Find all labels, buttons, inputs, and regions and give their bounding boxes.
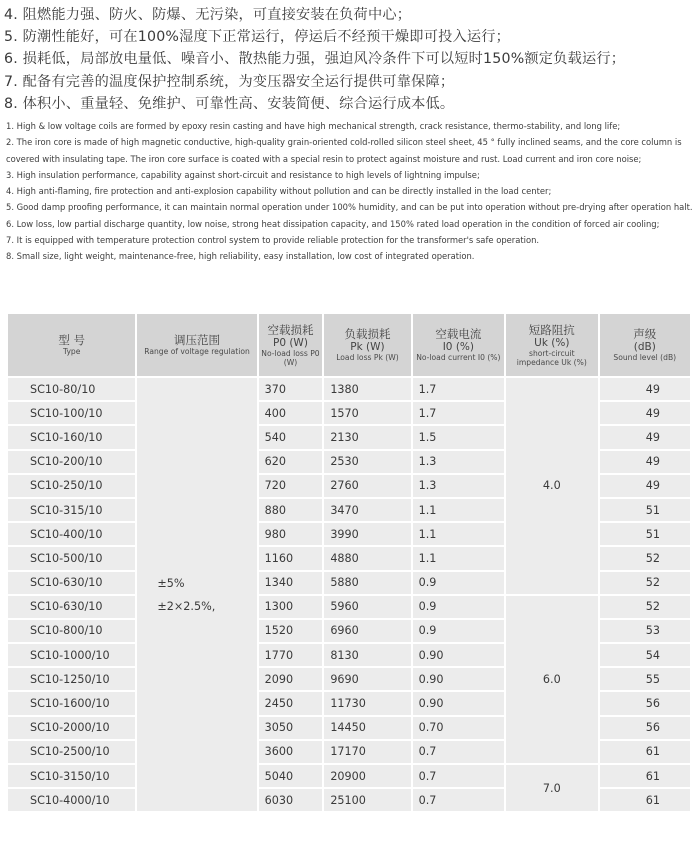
feature-en-item: 5. Good damp proofing performance, it can maintain normal operation under 100% humidity, and can be put into operation without pre-drying after operation halt.: [6, 202, 693, 213]
cell-p0: 1520: [259, 620, 323, 642]
cell-p0: 720: [259, 475, 323, 497]
cell-i0: 1.7: [413, 402, 504, 424]
cell-i0: 1.1: [413, 499, 504, 521]
feature-cn-item: 8. 体积小、重量轻、免维护、可靠性高、安装简便、综合运行成本低。: [4, 95, 455, 112]
cell-pk: 20900: [324, 765, 410, 787]
table-row: [8, 765, 690, 787]
cell-impedance: 7.0: [506, 765, 597, 811]
cell-pk: 25100: [324, 789, 410, 811]
cell-i0: 1.7: [413, 378, 504, 400]
feature-cn-item: 4. 阻燃能力强、防火、防爆、无污染，可直接安装在负荷中心；: [4, 7, 412, 23]
cell-type: SC10-2000/10: [8, 717, 135, 739]
cell-sound: 49: [600, 402, 690, 424]
table-row: [8, 596, 690, 618]
cell-i0: 1.1: [413, 547, 504, 569]
cell-i0: 0.90: [413, 692, 504, 714]
table-header-row: [8, 314, 690, 376]
cell-p0: 620: [259, 451, 323, 473]
cell-pk: 8130: [324, 644, 410, 666]
cell-sound: 52: [600, 547, 690, 569]
feature-en-item: 6. Low loss, low partial discharge quantity, low noise, strong heat dissipation capacity, and 150% rated load operation in the condition of forced air cooling;: [6, 218, 660, 229]
feature-cn-item: 5. 防潮性能好，可在100%湿度下正常运行，停运后不经预干燥即可投入运行；: [4, 29, 511, 46]
table-body: [8, 378, 690, 811]
cell-p0: 540: [259, 426, 323, 448]
cell-pk: 5880: [324, 572, 410, 594]
cell-type: SC10-200/10: [8, 451, 135, 473]
cell-sound: 61: [600, 765, 690, 787]
cell-i0: 0.7: [413, 789, 504, 811]
header-i0: 空载电流 I0 (%) No-load current I0 (%): [413, 314, 504, 376]
cell-type: SC10-250/10: [8, 475, 135, 497]
header-p0: 空载损耗 P0 (W) No-load loss P0 (W): [259, 314, 323, 376]
cell-type: SC10-1000/10: [8, 644, 135, 666]
feature-en-item: 3. High insulation performance, capability against short-circuit and resistance to high levels of lightning impulse;: [6, 169, 480, 180]
header-type: 型 号 Type: [8, 314, 135, 376]
cell-pk: 3990: [324, 523, 410, 545]
header-pk: 负载损耗 Pk (W) Load loss Pk (W): [324, 314, 410, 376]
cell-i0: 0.7: [413, 765, 504, 787]
feature-en-item: 7. It is equipped with temperature protection control system to provide reliable protection for the transformer's safe operation.: [6, 235, 540, 246]
cell-type: SC10-630/10: [8, 596, 135, 618]
cell-type: SC10-160/10: [8, 426, 135, 448]
cell-pk: 1570: [324, 402, 410, 424]
cell-pk: 5960: [324, 596, 410, 618]
cell-p0: 1770: [259, 644, 323, 666]
cell-pk: 6960: [324, 620, 410, 642]
cell-sound: 52: [600, 596, 690, 618]
cell-p0: 1160: [259, 547, 323, 569]
cell-pk: 2530: [324, 451, 410, 473]
cell-sound: 53: [600, 620, 690, 642]
cell-pk: 4880: [324, 547, 410, 569]
cell-sound: 51: [600, 523, 690, 545]
cell-pk: 2130: [324, 426, 410, 448]
cell-type: SC10-800/10: [8, 620, 135, 642]
cell-i0: 0.90: [413, 644, 504, 666]
cell-i0: 1.3: [413, 451, 504, 473]
cell-i0: 1.1: [413, 523, 504, 545]
cell-pk: 1380: [324, 378, 410, 400]
cell-i0: 1.5: [413, 426, 504, 448]
feature-en-item: 8. Small size, light weight, maintenance-free, high reliability, easy installation, low cost of integrated operation.: [6, 251, 475, 262]
cell-i0: 1.3: [413, 475, 504, 497]
cell-sound: 61: [600, 789, 690, 811]
cell-pk: 9690: [324, 668, 410, 690]
cell-pk: 17170: [324, 741, 410, 763]
table-row: [8, 378, 690, 400]
cell-pk: 14450: [324, 717, 410, 739]
cell-p0: 1340: [259, 572, 323, 594]
features-cn-list: [4, 4, 698, 115]
feature-en-item: 1. High & low voltage coils are formed by epoxy resin casting and have high mechanical strength, crack resistance, thermo-stability, and long life;: [6, 121, 621, 131]
cell-sound: 49: [600, 426, 690, 448]
cell-p0: 2090: [259, 668, 323, 690]
feature-cn-item: 7. 配备有完善的温度保护控制系统，为变压器安全运行提供可靠保障；: [4, 73, 455, 90]
cell-impedance: 4.0: [506, 378, 597, 594]
cell-type: SC10-100/10: [8, 402, 135, 424]
cell-sound: 49: [600, 475, 690, 497]
cell-p0: 3050: [259, 717, 323, 739]
cell-pk: 2760: [324, 475, 410, 497]
cell-i0: 0.9: [413, 620, 504, 642]
cell-p0: 370: [259, 378, 323, 400]
cell-type: SC10-2500/10: [8, 741, 135, 763]
cell-p0: 2450: [259, 692, 323, 714]
cell-i0: 0.90: [413, 668, 504, 690]
cell-type: SC10-500/10: [8, 547, 135, 569]
cell-type: SC10-80/10: [8, 378, 135, 400]
header-sound: 声级 (dB) Sound level (dB): [600, 314, 690, 376]
cell-type: SC10-315/10: [8, 499, 135, 521]
cell-type: SC10-1600/10: [8, 692, 135, 714]
cell-p0: 5040: [259, 765, 323, 787]
cell-impedance: 6.0: [506, 596, 597, 763]
cell-type: SC10-1250/10: [8, 668, 135, 690]
feature-cn-item: 6. 损耗低，局部放电量低、噪音小、散热能力强，强迫风冷条件下可以短时150%额定负载运行；: [4, 51, 626, 68]
spec-table: [6, 312, 692, 813]
cell-i0: 0.9: [413, 572, 504, 594]
cell-sound: 51: [600, 499, 690, 521]
cell-type: SC10-630/10: [8, 572, 135, 594]
cell-sound: 49: [600, 378, 690, 400]
range-value: ±5% ±2×2.5%,: [157, 576, 216, 613]
cell-i0: 0.7: [413, 741, 504, 763]
cell-type: SC10-3150/10: [8, 765, 135, 787]
header-range: 调压范围 Range of voltage regulation: [137, 314, 256, 376]
cell-pk: 3470: [324, 499, 410, 521]
cell-p0: 6030: [259, 789, 323, 811]
cell-range: [137, 378, 256, 811]
cell-p0: 3600: [259, 741, 323, 763]
header-uk: 短路阻抗 Uk (%) short-circuit impedance Uk (%): [506, 314, 597, 376]
cell-sound: 55: [600, 668, 690, 690]
cell-i0: 0.70: [413, 717, 504, 739]
cell-sound: 49: [600, 451, 690, 473]
feature-en-item: 2. The iron core is made of high magnetic conductive, high-quality grain-oriented cold-rolled silicon steel sheet, 45 ° fully inclined seams, and the core column is covered with insulating tape. The iron core surface is coated with a special resin to protect against moisture and rust. Load current and iron core noise;: [6, 137, 682, 164]
cell-type: SC10-4000/10: [8, 789, 135, 811]
cell-i0: 0.9: [413, 596, 504, 618]
cell-sound: 52: [600, 572, 690, 594]
cell-type: SC10-400/10: [8, 523, 135, 545]
cell-p0: 1300: [259, 596, 323, 618]
cell-sound: 56: [600, 717, 690, 739]
cell-sound: 61: [600, 741, 690, 763]
cell-pk: 11730: [324, 692, 410, 714]
features-en-list: [6, 118, 696, 265]
feature-en-item: 4. High anti-flaming, fire protection and anti-explosion capability without pollution and can be directly installed in the load center;: [6, 186, 552, 197]
cell-p0: 980: [259, 523, 323, 545]
cell-sound: 56: [600, 692, 690, 714]
cell-p0: 400: [259, 402, 323, 424]
cell-p0: 880: [259, 499, 323, 521]
cell-sound: 54: [600, 644, 690, 666]
